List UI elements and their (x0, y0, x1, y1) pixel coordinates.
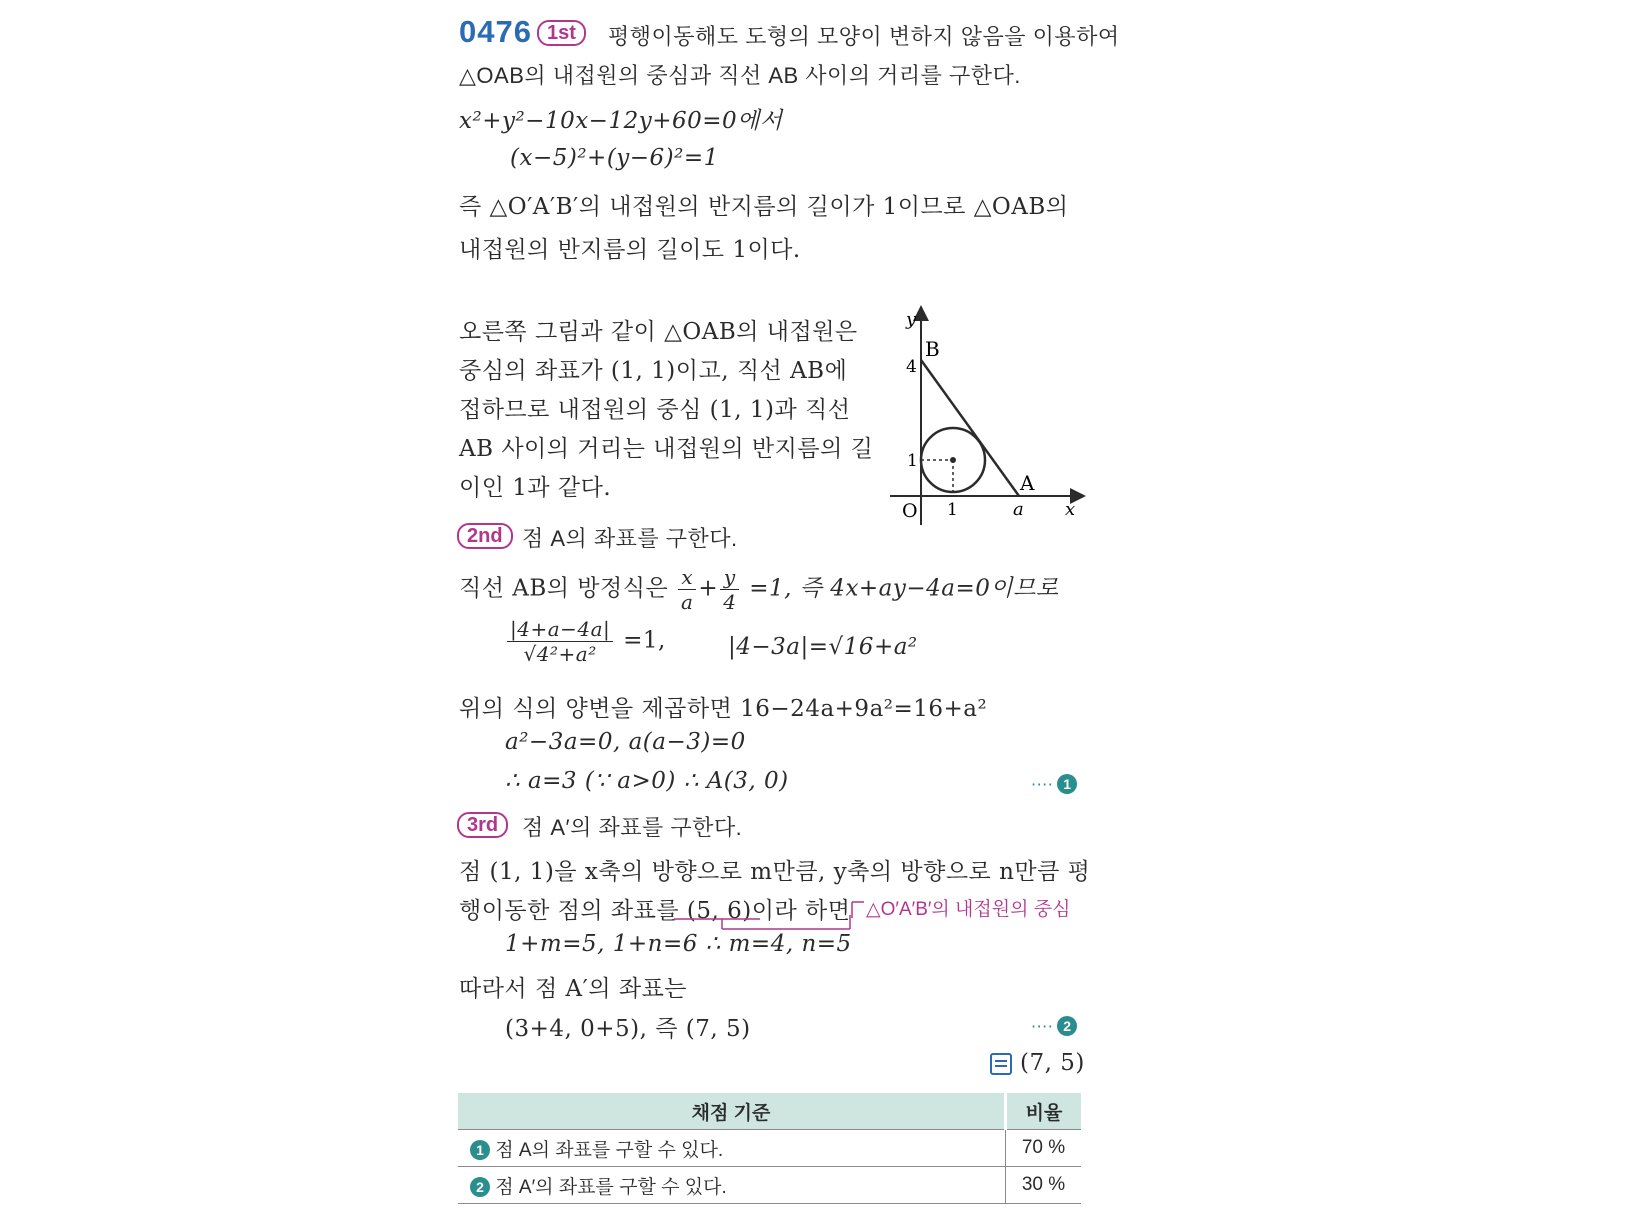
step3-title: 점 A′의 좌표를 구한다. (522, 815, 743, 840)
answer-icon (990, 1053, 1012, 1075)
circle-standard-form: (x−5)²+(y−6)²=1 (510, 145, 719, 171)
paragraph-line-3: 접하므로 내접원의 중심 (1, 1)과 직선 (459, 397, 851, 423)
radius-text-2: 내접원의 반지름의 길이도 1이다. (459, 237, 801, 263)
grading-marker-2: 2 (470, 1177, 490, 1197)
fraction-a-denominator: a (680, 590, 694, 614)
final-answer-value: (7, 5) (1020, 1050, 1085, 1076)
tick-1-x: 1 (947, 500, 958, 520)
distance-numerator: |4+a−4a| (507, 617, 613, 642)
paragraph-line-5: 이인 1과 같다. (459, 475, 612, 501)
annotation-bracket (850, 898, 866, 918)
step1-title: 평행이동해도 도형의 모양이 변하지 않음을 이용하여 (608, 24, 1120, 49)
incircle-center-annotation: △O′A′B′의 내접원의 중심 (866, 899, 1071, 920)
dots-1: ···· (1031, 775, 1054, 794)
line-equation-row (459, 565, 1059, 614)
tick-a: a (1013, 499, 1024, 520)
grading-row (458, 1130, 1081, 1167)
distance-denominator: √4²+a² (523, 642, 597, 666)
grading-ratio-cell: 70 % (1006, 1130, 1082, 1167)
fraction-y-over-4 (720, 565, 739, 614)
problem-number: 0476 (459, 14, 532, 49)
paragraph-line-4: AB 사이의 거리는 내접원의 반지름의 길 (459, 436, 874, 462)
line-equation-prefix: 직선 AB의 방정식은 (459, 575, 669, 602)
square-both-sides: 위의 식의 양변을 제곱하면 16−24a+9a²=16+a² (459, 696, 988, 722)
paragraph-line-2: 중심의 좌표가 (1, 1)이고, 직선 AB에 (459, 358, 848, 384)
grading-row (458, 1167, 1081, 1204)
step2-title: 점 A의 좌표를 구한다. (522, 526, 738, 551)
translation-text-2: 행이동한 점의 좌표를 (5, 6)이라 하면 (459, 898, 851, 924)
grading-criterion-text: 점 A의 좌표를 구할 수 있다. (495, 1139, 724, 1161)
tick-4: 4 (906, 357, 917, 377)
step3-badge: 3rd (457, 812, 508, 838)
therefore-text: 따라서 점 A′의 좌표는 (459, 976, 688, 1002)
absolute-value-equation: |4−3a|=√16+a² (728, 634, 918, 660)
segment-AB (921, 360, 1019, 496)
paragraph-line-1: 오른쪽 그림과 같이 △OAB의 내접원은 (459, 319, 858, 345)
marker-2-icon: 2 (1057, 1016, 1077, 1036)
line-equation-suffix: =1, 즉 4x+ay−4a=0이므로 (749, 575, 1059, 602)
label-B: B (925, 337, 940, 361)
step2-badge: 2nd (457, 523, 513, 549)
distance-equals: =1, (623, 627, 666, 654)
label-x-axis: x (1065, 499, 1076, 520)
distance-fraction (507, 617, 613, 666)
triangle-incircle-figure (880, 305, 1090, 530)
final-answer (990, 1050, 1085, 1076)
label-origin: O (902, 500, 918, 522)
grading-header-row (458, 1093, 1081, 1130)
grading-marker-1: 1 (470, 1140, 490, 1160)
dots-2: ···· (1031, 1017, 1054, 1036)
grading-criterion-cell (458, 1167, 1006, 1204)
marker-1-icon: 1 (1057, 774, 1077, 794)
a-value-result: ∴ a=3 (∵ a>0) ∴ A(3, 0) (505, 768, 789, 794)
grading-criterion-text: 점 A′의 좌표를 구할 수 있다. (495, 1176, 727, 1198)
marker-2-row (1031, 1012, 1077, 1038)
translation-equations: 1+m=5, 1+n=6 ∴ m=4, n=5 (505, 931, 852, 957)
fraction-y-numerator: y (720, 565, 739, 590)
grading-header-ratio: 비율 (1006, 1093, 1082, 1130)
fraction-4-denominator: 4 (723, 590, 737, 614)
plus-sign: + (698, 575, 719, 602)
radius-text-1: 즉 △O′A′B′의 내접원의 반지름의 길이가 1이므로 △OAB의 (459, 194, 1069, 220)
quadratic-equation: a²−3a=0, a(a−3)=0 (505, 729, 746, 755)
grading-criterion-cell (458, 1130, 1006, 1167)
marker-1-row (1031, 770, 1077, 796)
fraction-x-numerator: x (678, 565, 696, 590)
grading-table (458, 1093, 1081, 1204)
distance-formula-row (505, 617, 666, 666)
tick-1-y: 1 (907, 451, 918, 471)
circle-equation: x²+y²−10x−12y+60=0에서 (459, 108, 783, 134)
label-A: A (1020, 471, 1035, 495)
grading-header-criteria: 채점 기준 (458, 1093, 1006, 1130)
fraction-x-over-a (678, 565, 696, 614)
step1-badge: 1st (537, 20, 586, 46)
label-y-axis: y (906, 309, 917, 330)
A-prime-coordinates: (3+4, 0+5), 즉 (7, 5) (505, 1016, 751, 1042)
translation-text-1: 점 (1, 1)을 x축의 방향으로 m만큼, y축의 방향으로 n만큼 평 (459, 859, 1091, 885)
step1-title-2: △OAB의 내접원의 중심과 직선 AB 사이의 거리를 구한다. (459, 63, 1021, 88)
grading-ratio-cell: 30 % (1006, 1167, 1082, 1204)
